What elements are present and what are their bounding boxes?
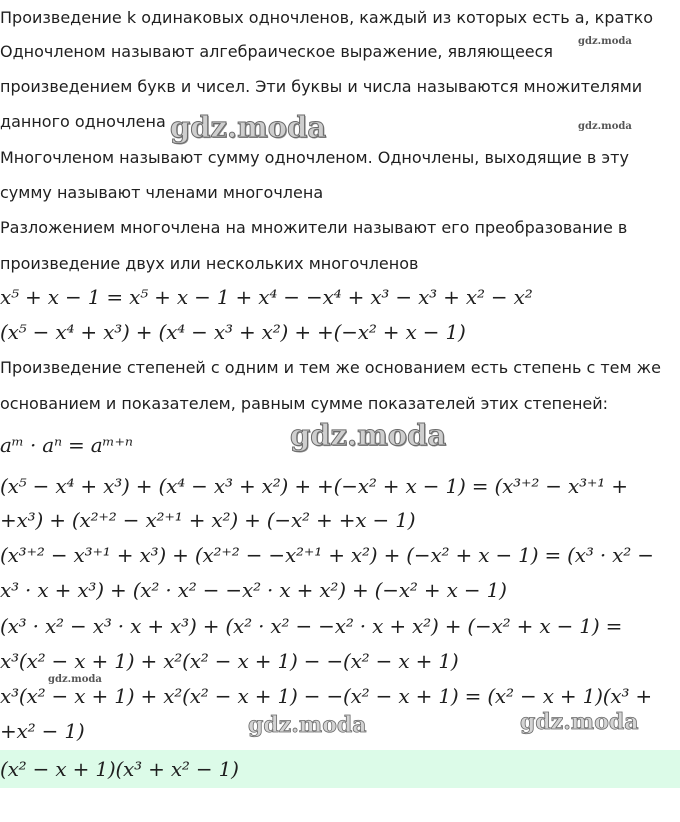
text-line-6: сумму называют членами многочлена [0,183,324,202]
formula-line-4: (x⁵ − x⁴ + x³) + (x⁴ − x³ + x²) + +(−x² + x − 1) = (x³⁺² − x³⁺¹ + [0,474,628,498]
watermark-large-2: gdz.moda [290,418,447,452]
formula-line-11: +x² − 1) [0,719,85,743]
formula-line-6: (x³⁺² − x³⁺¹ + x³) + (x²⁺² − −x²⁺¹ + x²) + (−x² + x − 1) = (x³ · x² − [0,543,654,567]
text-line-5: Многочленом называют сумму одночленом. Одночлены, выходящие в эту [0,148,629,167]
formula-line-3: aᵐ · aⁿ = aᵐ⁺ⁿ [0,433,133,457]
text-line-4: данного одночлена [0,112,166,131]
text-line-9: Произведение степеней с одним и тем же основанием есть степень с тем же [0,358,661,377]
text-line-1: Произведение k одинаковых одночленов, каждый из которых есть a, кратко [0,8,654,27]
watermark-mid-1: gdz.moda [248,712,367,738]
answer-formula: (x² − x + 1)(x³ + x² − 1) [0,757,239,781]
watermark-large-1: gdz.moda [170,110,327,144]
text-line-3: произведением букв и чисел. Эти буквы и числа называются множителями [0,77,643,96]
formula-line-9: x³(x² − x + 1) + x²(x² − x + 1) − −(x² − x + 1) [0,649,459,673]
text-line-7: Разложением многочлена на множители называют его преобразование в [0,218,628,237]
text-line-2: Одночленом называют алгебраическое выражение, являющееся [0,42,554,61]
text-line-8: произведение двух или нескольких многочленов [0,254,419,273]
text-line-10: основанием и показателем, равным сумме показателей этих степеней: [0,394,609,413]
watermark-small-3: gdz.moda [48,674,102,685]
watermark-small-2: gdz.moda [578,121,632,132]
formula-line-5: +x³) + (x²⁺² − x²⁺¹ + x²) + (−x² + +x − 1) [0,508,416,532]
formula-line-2: (x⁵ − x⁴ + x³) + (x⁴ − x³ + x²) + +(−x² + x − 1) [0,320,466,344]
formula-line-1: x⁵ + x − 1 = x⁵ + x − 1 + x⁴ − −x⁴ + x³ − x³ + x² − x² [0,285,533,309]
watermark-small-1: gdz.moda [578,36,632,47]
formula-line-8: (x³ · x² − x³ · x + x³) + (x² · x² − −x² · x + x²) + (−x² + x − 1) = [0,614,623,638]
watermark-mid-2: gdz.moda [520,709,639,735]
formula-line-10: x³(x² − x + 1) + x²(x² − x + 1) − −(x² − x + 1) = (x² − x + 1)(x³ + [0,684,652,708]
formula-line-7: x³ · x + x³) + (x² · x² − −x² · x + x²) + (−x² + x − 1) [0,578,507,602]
